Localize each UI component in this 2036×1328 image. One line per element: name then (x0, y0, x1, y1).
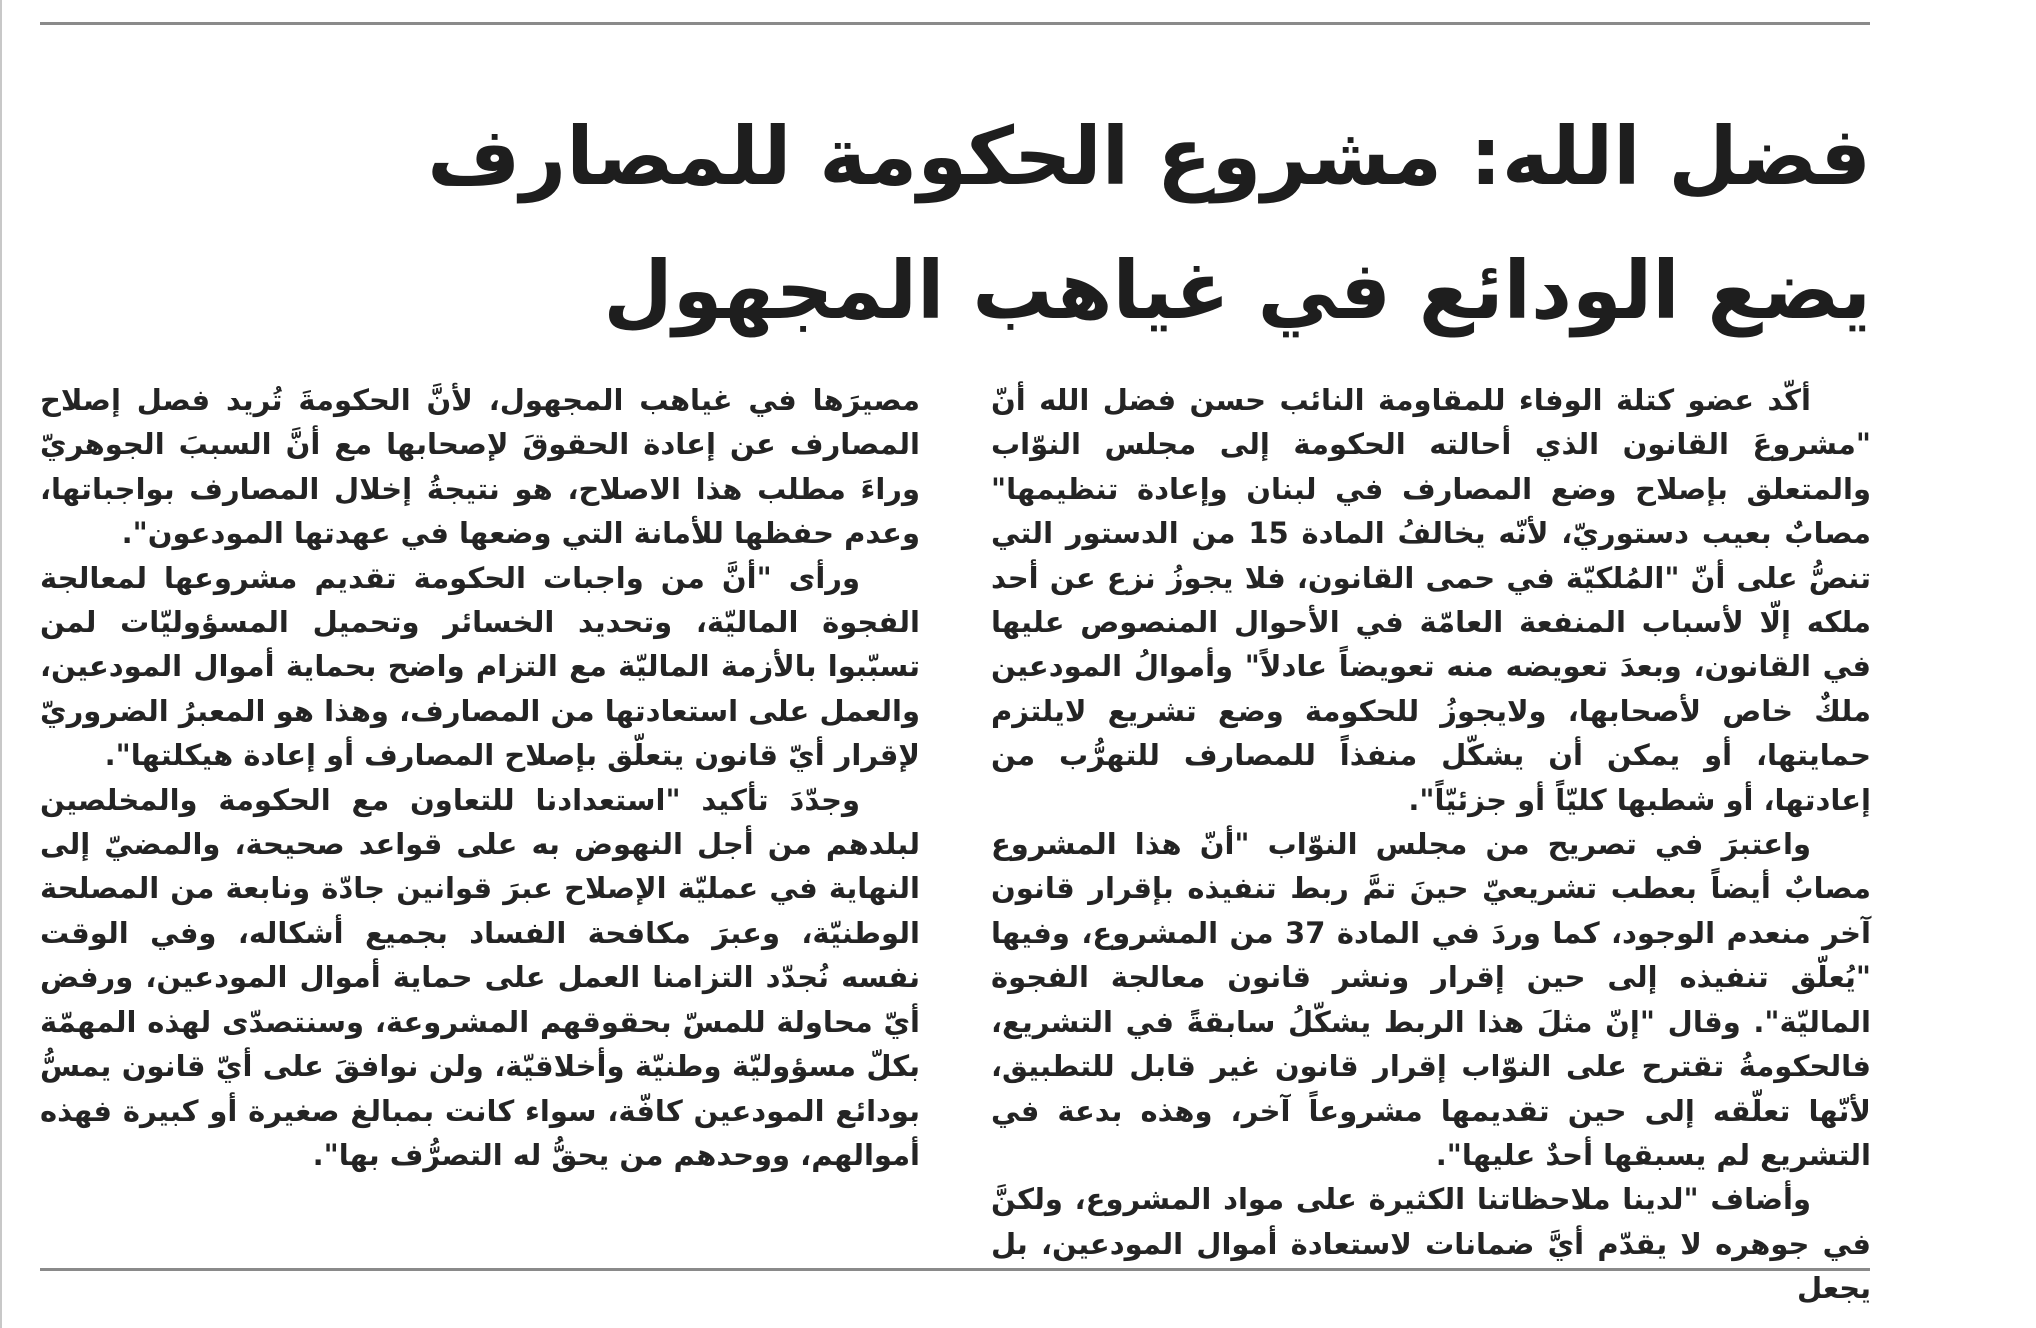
article-column-right (991, 378, 1871, 1311)
article-column-left (40, 378, 920, 1177)
paragraph: وجدّدَ تأكيد "استعدادنا للتعاون مع الحكومة والمخلصين لبلدهم من أجل النهوض به على قواعد صحيحة، والمضيّ إلى النهاية في عمليّة الإصلاح عبرَ قوانين جادّة ونابعة من المصلحة الوطنيّة، وعبرَ مكافحة الفساد بجميع أشكاله، وفي الوقت نفسه نُجدّد التزامنا العمل على حماية أموال المودعين، ورفض أيّ محاولة للمسّ بحقوقهم المشروعة، وسنتصدّى لهذه المهمّة بكلّ مسؤوليّة وطنيّة وأخلاقيّة، ولن نوافقَ على أيّ قانون يمسُّ بودائع المودعين كافّة، سواء كانت بمبالغ صغيرة أو كبيرة فهذه أموالهم، ووحدهم من يحقُّ له التصرُّف بها". (40, 782, 920, 1172)
bottom-rule (40, 1268, 1870, 1271)
paragraph: واعتبرَ في تصريح من مجلس النوّاب "أنّ هذا المشروع مصابٌ أيضاً بعطب تشريعيّ حينَ تمَّ ربط تنفيذه بإقرار قانون آخر منعدم الوجود، كما وردَ في المادة 37 من المشروع، وفيها "يُعلّق تنفيذه إلى حين إقرار ونشر قانون معالجة الفجوة الماليّة". وقال "إنّ مثلَ هذا الربط يشكّلُ سابقةً في التشريع، فالحكومةُ تقترح على النوّاب إقرار قانون غير قابل للتطبيق، لأنّها تعلّقه إلى حين تقديمها مشروعاً آخر، وهذه بدعة في التشريع لم يسبقها أحدٌ عليها". (991, 827, 1871, 1172)
page-left-edge (0, 0, 2, 1328)
paragraph: أكّد عضو كتلة الوفاء للمقاومة النائب حسن فضل الله أنّ "مشروعَ القانون الذي أحالته الحكومة إلى مجلس النوّاب والمتعلق بإصلاح وضع المصارف في لبنان وإعادة تنظيمها" مصابٌ بعيب دستوريّ، لأنّه يخالفُ المادة 15 من الدستور التي تنصُّ على أنّ "المُلكيّة في حمى القانون، فلا يجوزُ نزع عن أحد ملكه إلّا لأسباب المنفعة العامّة في الأحوال المنصوص عليها في القانون، وبعدَ تعويضه منه تعويضاً عادلاً" وأموالُ المودعين ملكٌ خاص لأصحابها، ولايجوزُ للحكومة وضع تشريع لايلتزم حمايتها، أو يمكن أن يشكّل منفذاً للمصارف للتهرُّب من إعادتها، أو شطبها كليّاً أو جزئيّاً". (991, 383, 1871, 817)
paragraph: مصيرَها في غياهب المجهول، لأنَّ الحكومةَ تُريد فصل إصلاح المصارف عن إعادة الحقوقَ لإصحابها مع أنَّ السببَ الجوهريّ وراءَ مطلب هذا الاصلاح، هو نتيجةُ إخلال المصارف بواجباتها، وعدم حفظها للأمانة التي وضعها في عهدتها المودعون". (40, 383, 920, 551)
top-rule (40, 22, 1870, 25)
headline (427, 90, 1871, 358)
paragraph: وأضاف "لدينا ملاحظاتنا الكثيرة على مواد المشروع، ولكنَّ في جوهره لا يقدّم أيَّ ضمانات لاستعادة أموال المودعين، بل يجعل (991, 1182, 1871, 1306)
headline-line-2: يضع الودائع في غياهب المجهول (603, 244, 1871, 337)
paragraph: ورأى "أنَّ من واجبات الحكومة تقديم مشروعها لمعالجة الفجوة الماليّة، وتحديد الخسائر وتحميل المسؤوليّات لمن تسبّبوا بالأزمة الماليّة مع التزام واضح بحماية أموال المودعين، والعمل على استعادتها من المصارف، وهذا هو المعبرُ الضروريّ لإقرار أيّ قانون يتعلّق بإصلاح المصارف أو إعادة هيكلتها". (40, 560, 920, 773)
headline-line-1: فضل الله: مشروع الحكومة للمصارف (427, 110, 1871, 203)
